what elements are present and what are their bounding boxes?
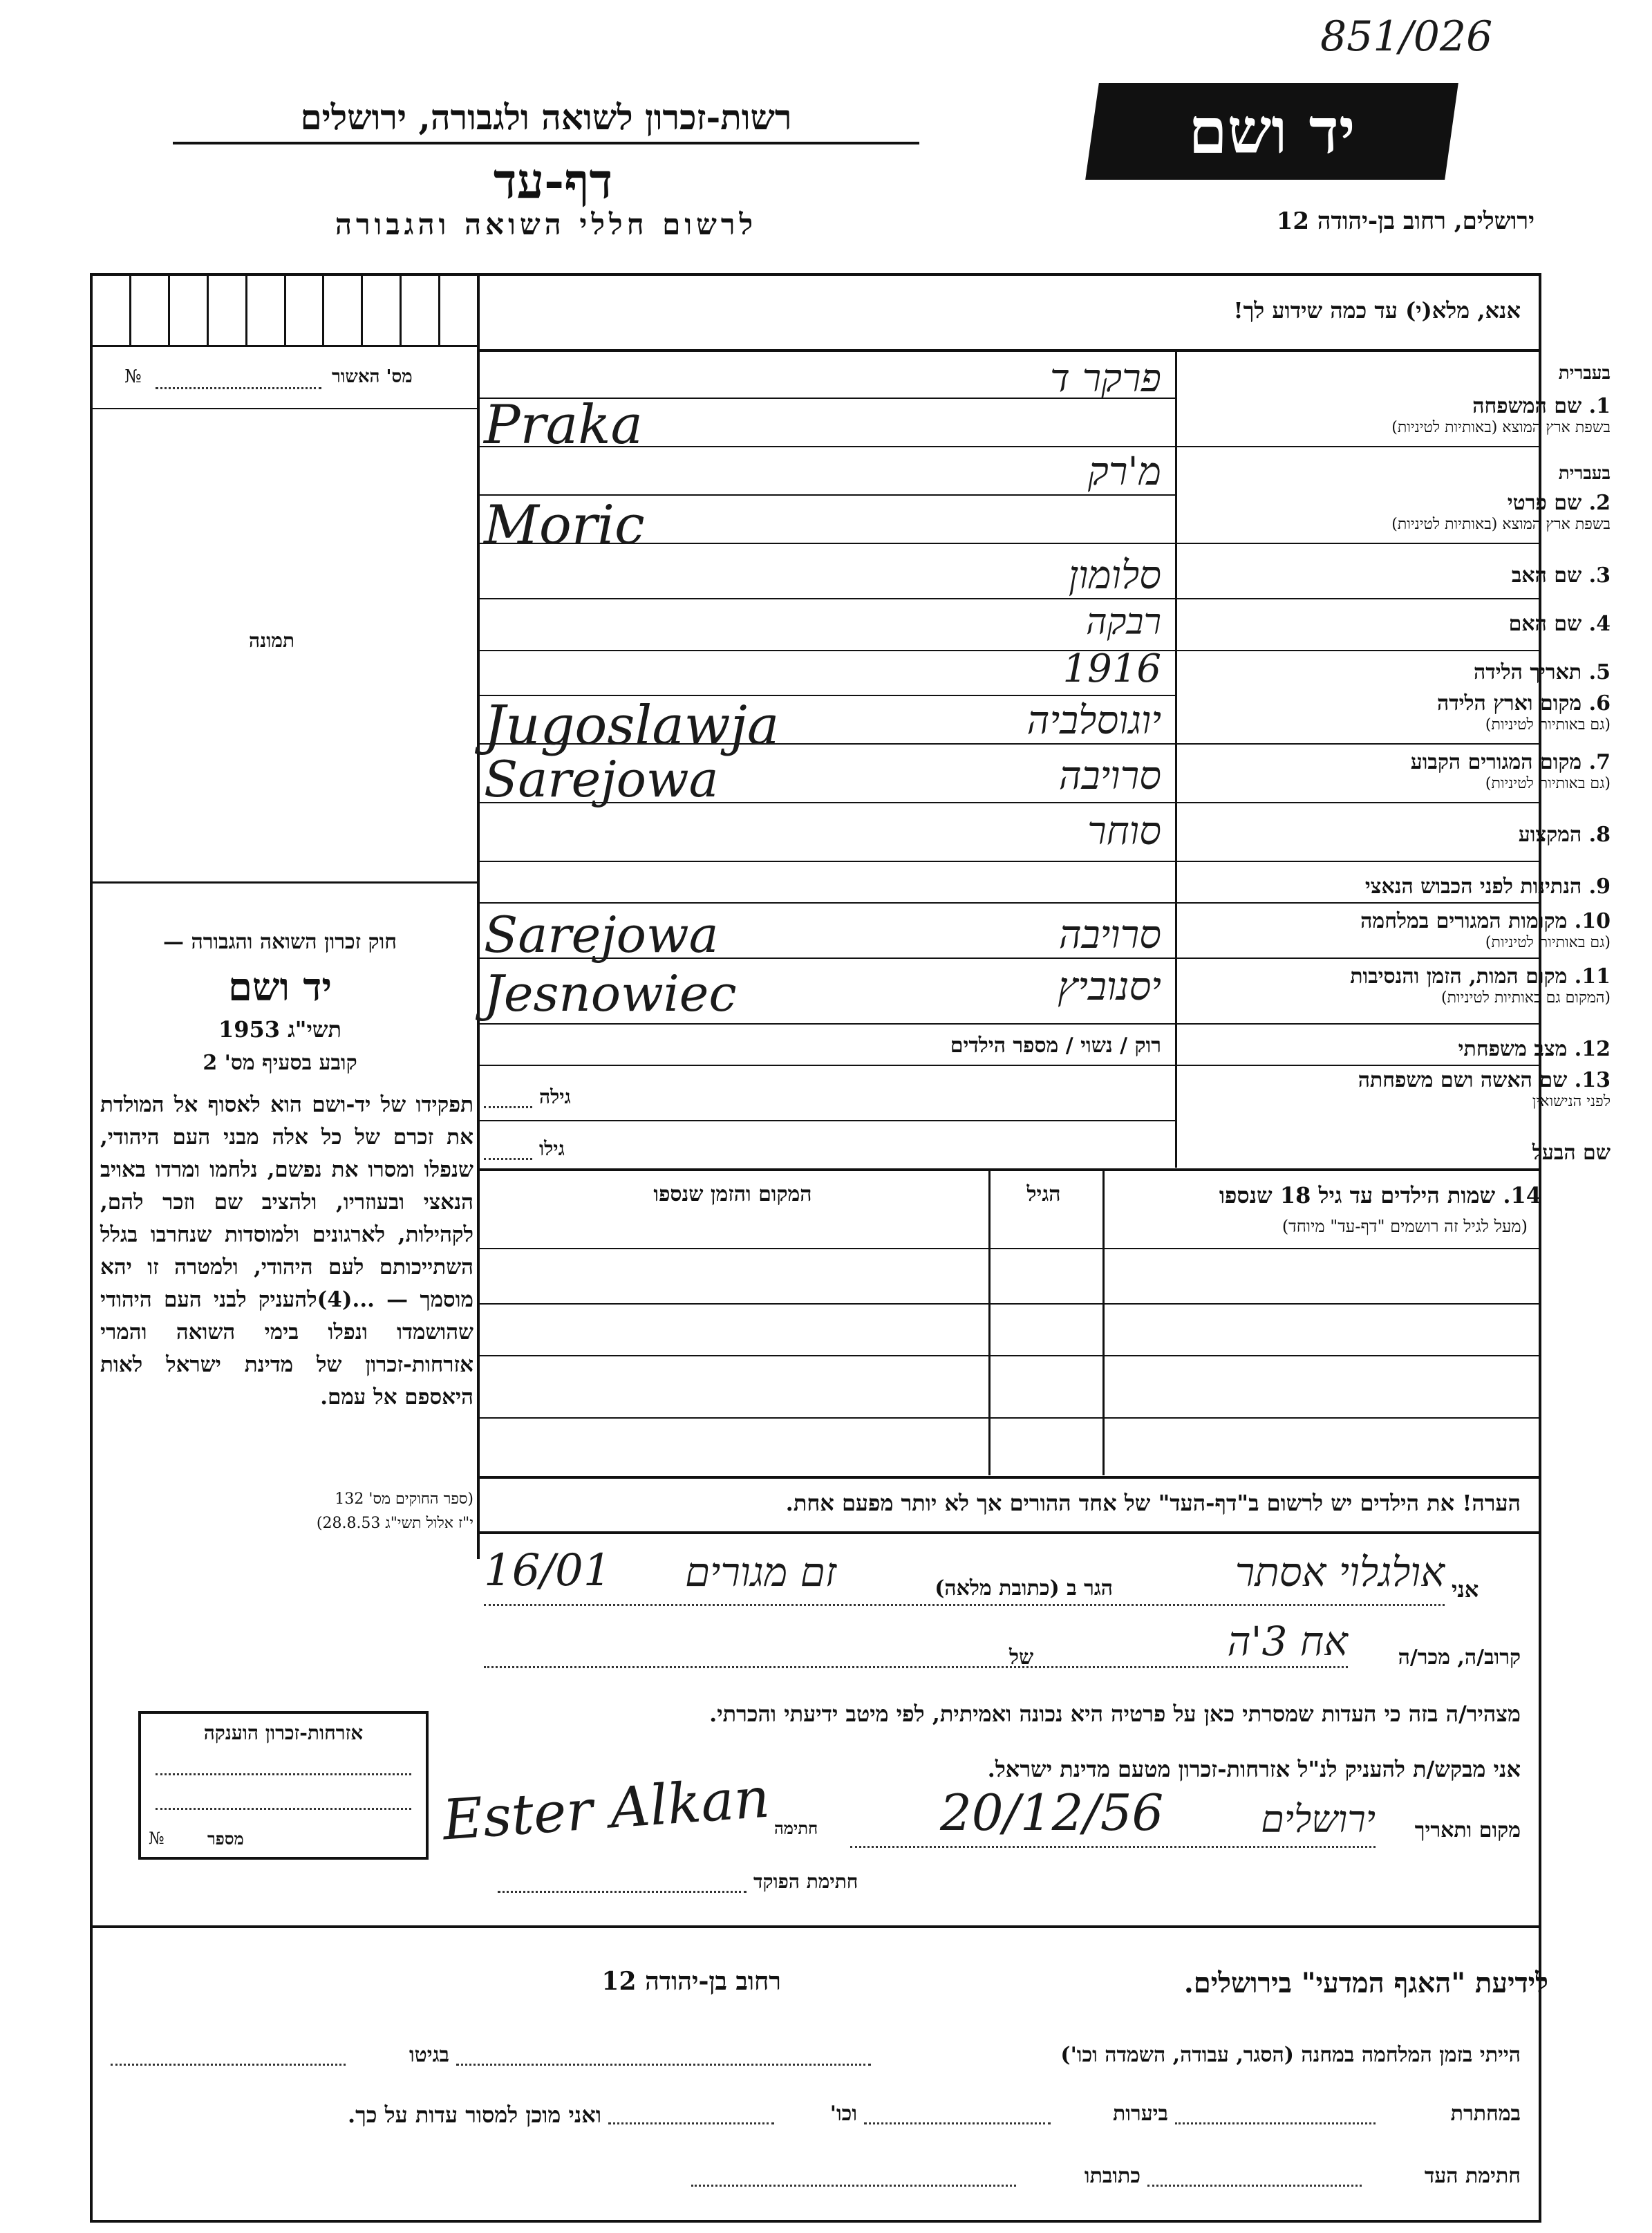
field-2-value-he[interactable]: מ'רק xyxy=(1087,449,1161,494)
witness-address-field[interactable] xyxy=(691,2185,1016,2187)
row-rule xyxy=(1177,543,1539,544)
photo-box-bottom xyxy=(93,881,477,884)
decl-relation-value[interactable]: אח 3'ה xyxy=(1227,1618,1348,1665)
permit-tick-strip xyxy=(93,276,477,345)
field-6-label: 6. מקום וארץ הלידה (גם באותיות לטיניות) xyxy=(1436,691,1611,734)
footer-line-1-field[interactable] xyxy=(456,2064,871,2066)
value-rule xyxy=(480,598,1175,599)
field-4-label: 4. שם האם xyxy=(1508,612,1611,636)
permit-no-line xyxy=(156,387,321,389)
decl-prefix: אני xyxy=(1452,1576,1479,1603)
law-text: תפקידו של יד-ושם הוא לאסוף אל המולדת את זכרם של כל אלה מבני העם היהודי, שנפלו ומסרו את נפשם, נלחמו ומרדו באויב הנאצי ובעוזריו, ולהציב שם וזכר להם, לקהילות, לארגונים ולמוסדות שנחרבו בגלל השתייכותם לעם היהודי, ולמטרה זו יהא מוסמך — ...(4)להעניק לבני העם היהודי שהושמדו ונפלו בימי השואה והמרי אזרחות-זכרון של מדינת ישראל לאות היאספם אל עמם. xyxy=(100,1092,473,1410)
signature-label: חתימה xyxy=(774,1818,818,1838)
field-1-value-lat[interactable]: Praka xyxy=(484,394,644,456)
row-rule xyxy=(1177,902,1539,904)
value-rule xyxy=(480,861,1175,862)
label-column-divider xyxy=(1175,352,1177,1168)
children-row xyxy=(480,1248,1541,1249)
law-clause: קובע בסעיף מס' 2 xyxy=(203,1051,357,1075)
row-rule xyxy=(1177,802,1539,803)
memorial-box-line xyxy=(156,1773,411,1775)
decl-of-label: של xyxy=(1009,1645,1034,1670)
footer-line-2a: במחתרת xyxy=(1450,2102,1521,2126)
footer-divider xyxy=(93,1925,1539,1928)
decl-line-1 xyxy=(484,1604,1445,1606)
field-2-hebrew-tag: בעברית xyxy=(1558,463,1611,484)
place-date-label: מקום ותאריך xyxy=(1414,1818,1521,1842)
field-7-label: 7. מקום המגורים הקבוע (גם באותיות לטיניות) xyxy=(1410,750,1611,792)
decl-statement: מצהיר/ה בזה כי העדות שמסרתי כאן על פרטיה היא נכונה ואמיתית, לפי מיטב ידיעתי והכרתי. xyxy=(709,1701,1521,1727)
footer-line-2c: וכו' xyxy=(829,2102,857,2126)
fields-bottom-rule xyxy=(480,1168,1541,1171)
law-ref-1: (ספר החוקים מס' 132 xyxy=(335,1491,473,1508)
law-title: חוק זכרון השואה והגבורה — xyxy=(163,930,397,954)
field-1-label: 1. שם המשפחה בשפת ארץ המוצא (באותיות לטיניות) xyxy=(1391,394,1611,436)
husband-age-line xyxy=(484,1158,532,1160)
instruction: אנא, מלא(י) עד כמה שידוע לך! xyxy=(1233,297,1521,324)
field-8-label: 8. המקצוע xyxy=(1518,823,1611,847)
footer-line-2b: ביערות xyxy=(1112,2102,1168,2126)
note: הערה! את הילדים יש לרשום ב"דף-העד" של אחד ההורים אך לא יותר מפעם אחת. xyxy=(785,1490,1521,1516)
value-rule xyxy=(480,1120,1175,1121)
permit-label: מס' האשור xyxy=(332,366,413,387)
signature-value[interactable]: Ester Alkan xyxy=(440,1765,772,1853)
field-husband-label: שם הבעל xyxy=(1532,1141,1611,1165)
place-value[interactable]: ירושלים xyxy=(1261,1797,1376,1841)
header-rule xyxy=(173,142,919,144)
decl-address-label: הגר ב (כתובת מלאה) xyxy=(935,1576,1113,1600)
field-13-label: 13. שם האשה ושם משפחתה לפני הנישואין xyxy=(1358,1068,1611,1110)
page-subtitle: לרשום חללי השואה והגבורה xyxy=(335,207,758,241)
permit-rule xyxy=(93,408,477,409)
footer-line-3a: חתימת העד xyxy=(1424,2164,1521,2188)
children-col-age: הגיל xyxy=(1026,1182,1061,1206)
field-10-label: 10. מקומות המגורים במלחמה (גם באותיות לטיניות) xyxy=(1360,909,1611,951)
children-col-divider xyxy=(988,1171,991,1475)
photo-label: תמונה xyxy=(249,629,295,652)
wife-age-label: גילה xyxy=(539,1085,571,1108)
children-bottom xyxy=(480,1476,1541,1479)
row-rule xyxy=(1177,650,1539,651)
witness-sig-field[interactable] xyxy=(1147,2185,1362,2187)
field-7-value-he[interactable]: סרויבה xyxy=(1058,754,1161,798)
law-ref-2: י"ז אלול תשי"ג 28.8.53) xyxy=(316,1515,473,1532)
children-sub: (מעל לגיל זה רושמים "דף-עד" מיוחד) xyxy=(1282,1217,1528,1236)
ghetto-field[interactable] xyxy=(111,2064,346,2066)
place-date-line xyxy=(850,1846,1376,1848)
field-3-label: 3. שם האב xyxy=(1511,563,1611,588)
left-column-divider xyxy=(477,273,480,1559)
date-value[interactable]: 20/12/56 xyxy=(940,1784,1164,1842)
header-address: ירושלים, רחוב בן-יהודה 12 xyxy=(1276,207,1534,235)
tick-strip-rule xyxy=(93,345,477,347)
children-row xyxy=(480,1417,1541,1419)
field-1-value-he[interactable]: פרקר ד xyxy=(1049,356,1161,401)
field-5-value[interactable]: 1916 xyxy=(1062,646,1161,691)
memorial-box-line xyxy=(156,1808,411,1810)
official-sig-label: חתימת הפוקד xyxy=(753,1870,858,1893)
permit-no-label: № xyxy=(124,366,142,387)
row-rule xyxy=(1177,957,1539,959)
etc-field[interactable] xyxy=(608,2122,774,2124)
memorial-box-number-label: מספר xyxy=(207,1829,244,1849)
row-rule xyxy=(1177,446,1539,447)
field-11-value-he[interactable]: יסנוביץ xyxy=(1058,964,1161,1009)
footer-address: רחוב בן-יהודה 12 xyxy=(601,1967,781,1996)
field-7-value-lat[interactable]: Sarejowa xyxy=(484,750,719,808)
field-3-value[interactable]: סלומון xyxy=(1068,553,1161,598)
row-rule xyxy=(1177,861,1539,862)
field-12-label: 12. מצב משפחתי xyxy=(1458,1037,1611,1061)
field-12-options: רוק / נשוי / מספר הילדים xyxy=(950,1034,1161,1058)
field-6-value-lat[interactable]: Jugoslawja xyxy=(484,695,780,757)
footer-line-3b: כתובתו xyxy=(1084,2164,1141,2188)
footer-title: לידיעת "האגף המדעי" בירושלים. xyxy=(1183,1967,1548,1999)
file-number: 851/026 xyxy=(1320,12,1493,61)
decl-address-value[interactable]: זם מגורים xyxy=(684,1549,836,1596)
field-2-label: 2. שם פרטי בשפת ארץ המוצא (באותיות לטיניות) xyxy=(1391,491,1611,533)
official-sig-line xyxy=(498,1891,747,1893)
children-row xyxy=(480,1303,1541,1305)
wife-age-line xyxy=(484,1106,532,1108)
footer-line-1b: בגיטו xyxy=(409,2043,449,2067)
husband-age-label: גילו xyxy=(539,1137,565,1160)
field-9-label: 9. הנתינות לפני הכבוש הנאצי xyxy=(1364,875,1611,899)
memorial-box-title: אזרחות-זכרון הוענקה xyxy=(203,1721,364,1744)
footer-line-1a: הייתי בזמן המלחמה במחנה (הסגר, עבודה, השמדה וכו') xyxy=(1060,2043,1521,2067)
field-11-label: 11. מקום המות, הזמן והנסיבות (המקום גם באותיות לטיניות) xyxy=(1350,964,1611,1007)
row-rule xyxy=(1177,1023,1539,1025)
field-1-hebrew-tag: בעברית xyxy=(1558,363,1611,384)
forests-field[interactable] xyxy=(864,2122,1051,2124)
field-6-value-he[interactable]: יוגוסלביה xyxy=(1026,698,1161,743)
underground-field[interactable] xyxy=(1175,2122,1376,2124)
law-name: יד ושם xyxy=(227,964,332,1010)
children-col-place: המקום והזמן שנספו xyxy=(653,1182,812,1206)
value-rule xyxy=(480,1023,1175,1025)
instruction-rule xyxy=(480,349,1541,352)
decl-relation-label: קרוב/ה, מכר/ה xyxy=(1398,1645,1521,1670)
row-rule xyxy=(1177,743,1539,745)
field-2-value-lat[interactable]: Moric xyxy=(484,494,645,557)
children-label: 14. שמות הילדים עד גיל 18 שנספו xyxy=(1219,1182,1541,1208)
field-10-value-he[interactable]: סרויבה xyxy=(1058,913,1161,957)
field-5-label: 5. תאריך הלידה xyxy=(1474,660,1611,684)
decl-name[interactable]: אולגלוי אסתר xyxy=(1235,1549,1445,1596)
page-title: דף-עד xyxy=(493,152,613,209)
authority-name: רשות-זכרון לשואה ולגבורה, ירושלים xyxy=(300,97,792,138)
field-11-value-lat[interactable]: Jesnowiec xyxy=(484,964,737,1022)
memorial-box-no-label: № xyxy=(149,1829,165,1848)
row-rule xyxy=(1177,598,1539,599)
children-row xyxy=(480,1355,1541,1356)
law-year: תשי"ג 1953 xyxy=(218,1016,341,1043)
value-rule xyxy=(480,902,1175,904)
decl-date-partial[interactable]: 16/01 xyxy=(484,1545,612,1596)
field-4-value[interactable]: רבקה xyxy=(1086,601,1161,643)
children-col-divider xyxy=(1102,1171,1105,1475)
decl-request: אני מבקש/ת להעניק לנ"ל אזרחות-זכרון מטעם מדינת ישראל. xyxy=(987,1756,1521,1782)
note-rule xyxy=(480,1531,1541,1534)
footer-line-2d: ואני מוכן למסור עדות על כך. xyxy=(347,2102,601,2128)
field-8-value[interactable]: סוחר xyxy=(1087,809,1161,854)
decl-line-2 xyxy=(484,1666,1348,1668)
yad-vashem-logo: יד ושם xyxy=(1085,83,1458,180)
row-rule xyxy=(1177,1065,1539,1066)
field-10-value-lat[interactable]: Sarejowa xyxy=(484,906,719,964)
value-rule xyxy=(480,1065,1175,1066)
